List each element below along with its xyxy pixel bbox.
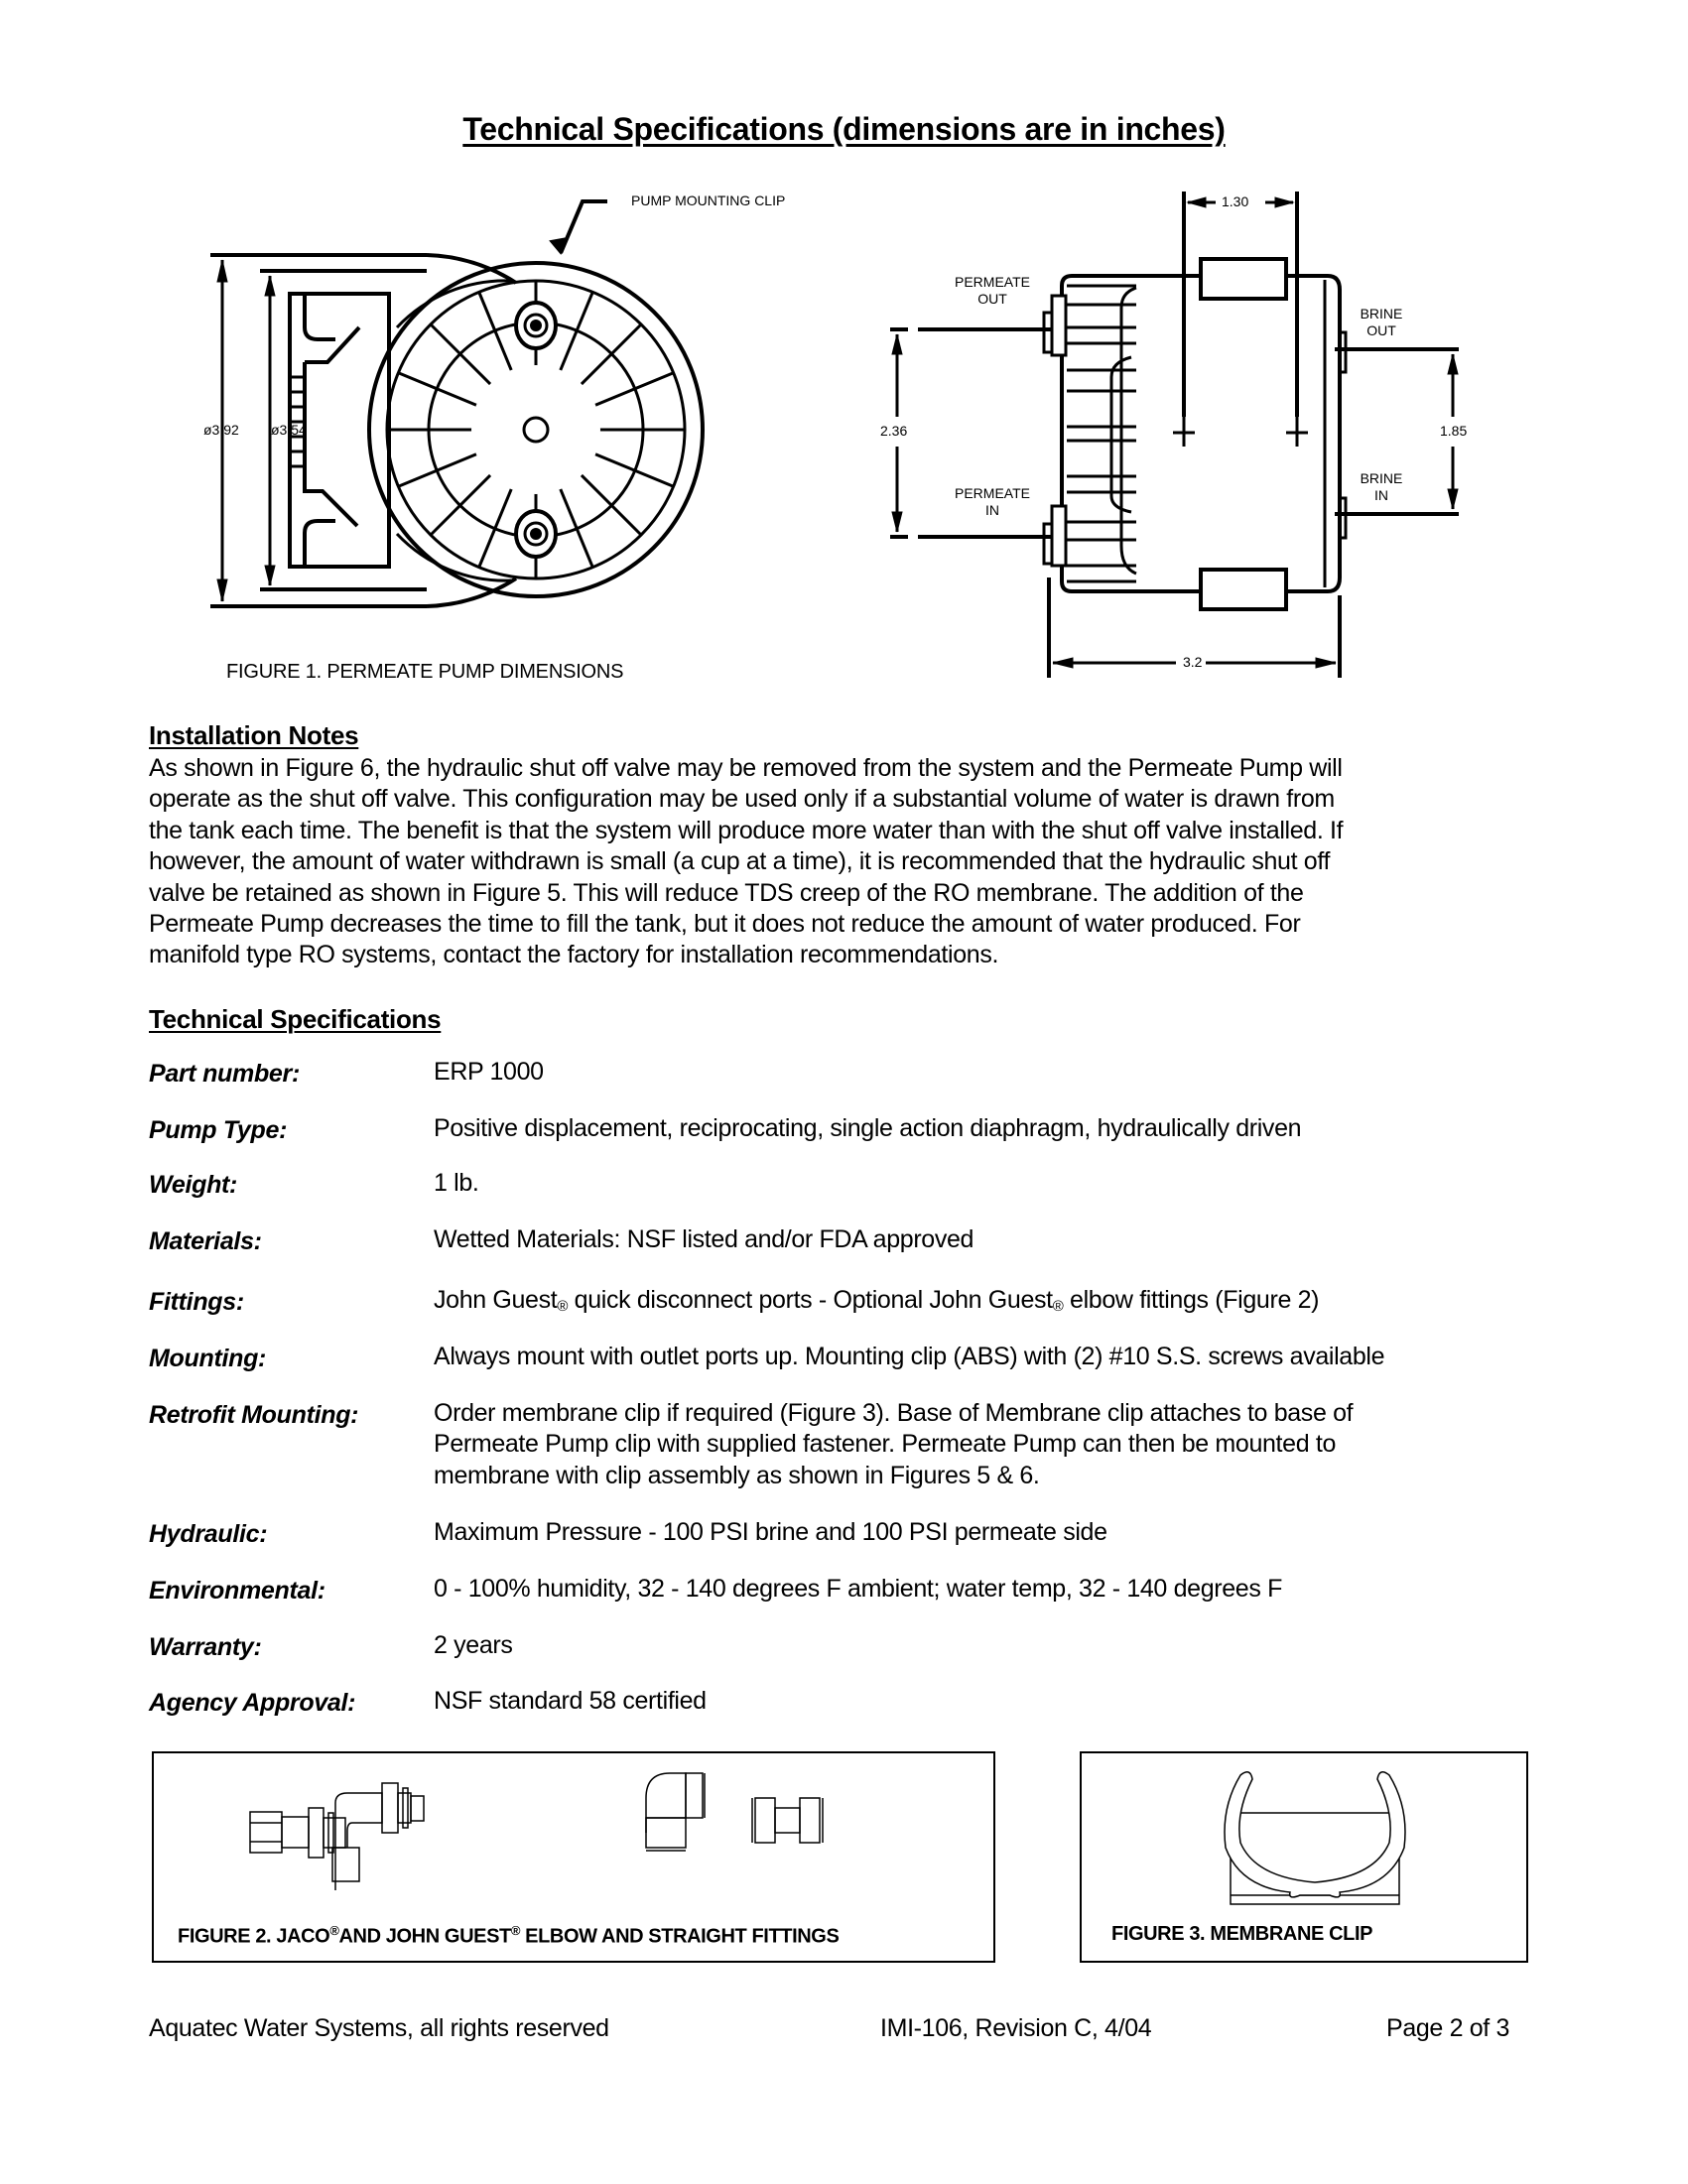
installation-notes-paragraph: As shown in Figure 6, the hydraulic shut off valve may be removed from the system and the Permeate Pump will operate as the shut off valve. This configuration may be used only if a substantial volume of water is drawn from the tank each time. The benefit is that the system will produce more water than with the shut off valve installed. If however, the amount of water withdrawn is small (a cup at a time), it is recommended that the hydraulic shut off valve be retained as shown in Figure 5. This will reduce TDS creep of the RO membrane. The addition of the Permeate Pump decreases the time to fill the tank, but it does not reduce the amount of water produced. For manifold type RO systems, contact the factory for installation recommendations. [149, 754, 1344, 969]
outer-diameter-label: ø3.92 [203, 422, 239, 438]
dim-1-85-label: 1.85 [1440, 423, 1468, 439]
pump-side-drawing [0, 0, 1688, 714]
spec-value-warranty: 2 years [434, 1631, 513, 1659]
spec-value-materials: Wetted Materials: NSF listed and/or FDA approved [434, 1225, 974, 1253]
technical-specifications-heading: Technical Specifications [149, 1004, 442, 1034]
spec-label-weight: Weight: [149, 1171, 238, 1199]
figure-1-caption: FIGURE 1. PERMEATE PUMP DIMENSIONS [226, 661, 624, 683]
dim-2-36-label: 2.36 [880, 423, 908, 439]
registered-mark-icon: ® [510, 1923, 521, 1938]
spec-value-hydraulic: Maximum Pressure - 100 PSI brine and 100 PSI permeate side [434, 1518, 1107, 1546]
spec-label-pump-type: Pump Type: [149, 1116, 288, 1144]
footer-copyright: Aquatec Water Systems, all rights reserved [149, 2014, 609, 2042]
spec-value-part-number: ERP 1000 [434, 1058, 544, 1086]
brine-out-label: BRINE OUT [1360, 306, 1403, 338]
figure-3-box [1080, 1751, 1528, 1963]
permeate-out-label: PERMEATE OUT [955, 274, 1030, 307]
brine-in-label: BRINE IN [1360, 470, 1403, 503]
spec-label-environmental: Environmental: [149, 1577, 325, 1605]
footer-document-revision: IMI-106, Revision C, 4/04 [880, 2014, 1152, 2042]
footer-page-number: Page 2 of 3 [1386, 2014, 1510, 2042]
permeate-in-label: PERMEATE IN [955, 485, 1030, 518]
spec-value-retrofit-mounting: Order membrane clip if required (Figure 3). Base of Membrane clip attaches to base of Permeate Pump clip with supplied fastener. Permeate Pump can then be mounted to membrane with clip assembly as shown in Figures 5 & 6. [434, 1399, 1354, 1489]
spec-value-fittings: John Guest® quick disconnect ports - Optional John Guest® elbow fittings (Figure 2) [434, 1286, 1320, 1315]
page-title: Technical Specifications (dimensions are in inches) [462, 111, 1226, 147]
spec-label-hydraulic: Hydraulic: [149, 1520, 268, 1548]
spec-value-mounting: Always mount with outlet ports up. Mounting clip (ABS) with (2) #10 S.S. screws available [434, 1343, 1385, 1370]
spec-value-weight: 1 lb. [434, 1169, 479, 1197]
pump-mounting-clip-callout: PUMP MOUNTING CLIP [631, 193, 786, 208]
spec-label-agency-approval: Agency Approval: [149, 1689, 356, 1717]
figure-3-caption: FIGURE 3. MEMBRANE CLIP [1111, 1923, 1373, 1945]
spec-label-warranty: Warranty: [149, 1633, 262, 1661]
registered-mark-icon: ® [1052, 1298, 1064, 1315]
spec-label-materials: Materials: [149, 1227, 262, 1255]
spec-value-environmental: 0 - 100% humidity, 32 - 140 degrees F ambient; water temp, 32 - 140 degrees F [434, 1575, 1282, 1603]
registered-mark-icon: ® [329, 1923, 339, 1938]
dim-3-2-label: 3.2 [1183, 654, 1203, 670]
spec-label-retrofit-mounting: Retrofit Mounting: [149, 1401, 359, 1429]
figure-2-caption: FIGURE 2. JACO®AND JOHN GUEST® ELBOW AND STRAIGHT FITTINGS [178, 1923, 840, 1948]
spec-value-pump-type: Positive displacement, reciprocating, single action diaphragm, hydraulically driven [434, 1114, 1302, 1142]
spec-label-part-number: Part number: [149, 1060, 300, 1088]
dim-1-30-label: 1.30 [1222, 193, 1249, 209]
registered-mark-icon: ® [557, 1298, 569, 1315]
spec-label-fittings: Fittings: [149, 1288, 244, 1316]
spec-value-agency-approval: NSF standard 58 certified [434, 1687, 707, 1715]
figure-2-box [152, 1751, 995, 1963]
inner-diameter-label: ø3.54 [271, 422, 307, 438]
spec-label-mounting: Mounting: [149, 1345, 267, 1372]
installation-notes-heading: Installation Notes [149, 720, 359, 750]
